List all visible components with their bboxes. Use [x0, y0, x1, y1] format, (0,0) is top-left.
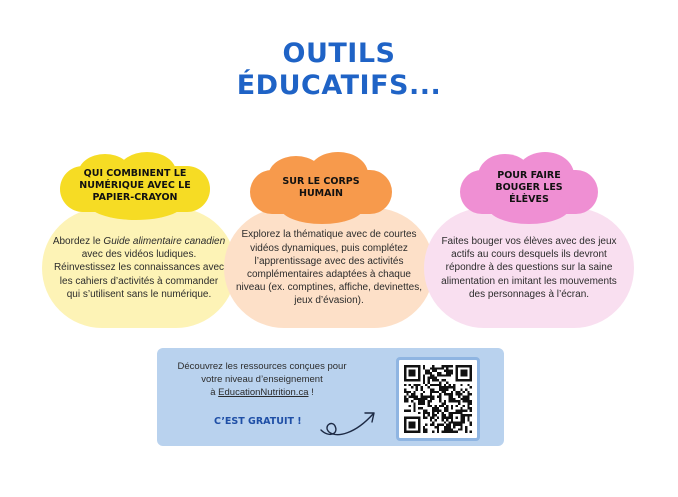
guide-title: Guide alimentaire canadien: [103, 235, 226, 247]
title-line-2: ÉDUCATIFS...: [236, 70, 442, 101]
qr-code[interactable]: [404, 365, 472, 433]
banner-line: à: [210, 387, 219, 398]
resources-banner: [157, 348, 504, 446]
banner-text: [167, 360, 357, 399]
card-heading-cloud: [460, 152, 598, 224]
card-body: [42, 208, 236, 328]
banner-line: !: [308, 387, 314, 398]
banner-line: votre niveau d’enseignement: [201, 374, 323, 385]
title-line-1: OUTILS: [282, 38, 396, 69]
curly-arrow-icon: [317, 404, 387, 438]
card-heading: POUR FAIRE BOUGER LES ÉLÈVES: [495, 170, 563, 205]
education-nutrition-link[interactable]: EducationNutrition.ca: [218, 387, 309, 398]
card-heading-cloud: [250, 152, 392, 224]
card-heading-cloud: [60, 152, 210, 220]
banner-line: Découvrez les ressources conçues pour: [177, 361, 347, 372]
page-title: [0, 38, 678, 102]
card-heading: QUI COMBINENT LE NUMÉRIQUE AVEC LE PAPIER-CRAYON: [79, 168, 191, 203]
card-text: Abordez le: [52, 235, 104, 247]
card-text: Faites bouger vos élèves avec des jeux actifs au cours desquels ils devront répondre à des questions sur la saine alimentation en imitant les mouvements des personnages à l’écran.: [441, 235, 617, 300]
card-heading: SUR LE CORPS HUMAIN: [282, 176, 360, 199]
card-body: [224, 208, 434, 328]
card-body: [424, 208, 634, 328]
card-text: avec des vidéos ludiques. Réinvestissez les connaissances avec les cahiers d’activités à commander qui s’utilisent sans le numérique.: [53, 249, 225, 300]
card-text: Explorez la thématique avec de courtes vidéos dynamiques, puis complétez l’apprentissage avec des activités complémentaires adaptées à chaque niveau (ex. comptines, affiche, devinettes, jeux d’évasion).: [235, 229, 423, 307]
qr-code-frame[interactable]: [396, 357, 480, 441]
free-label: C’EST GRATUIT !: [214, 416, 302, 427]
